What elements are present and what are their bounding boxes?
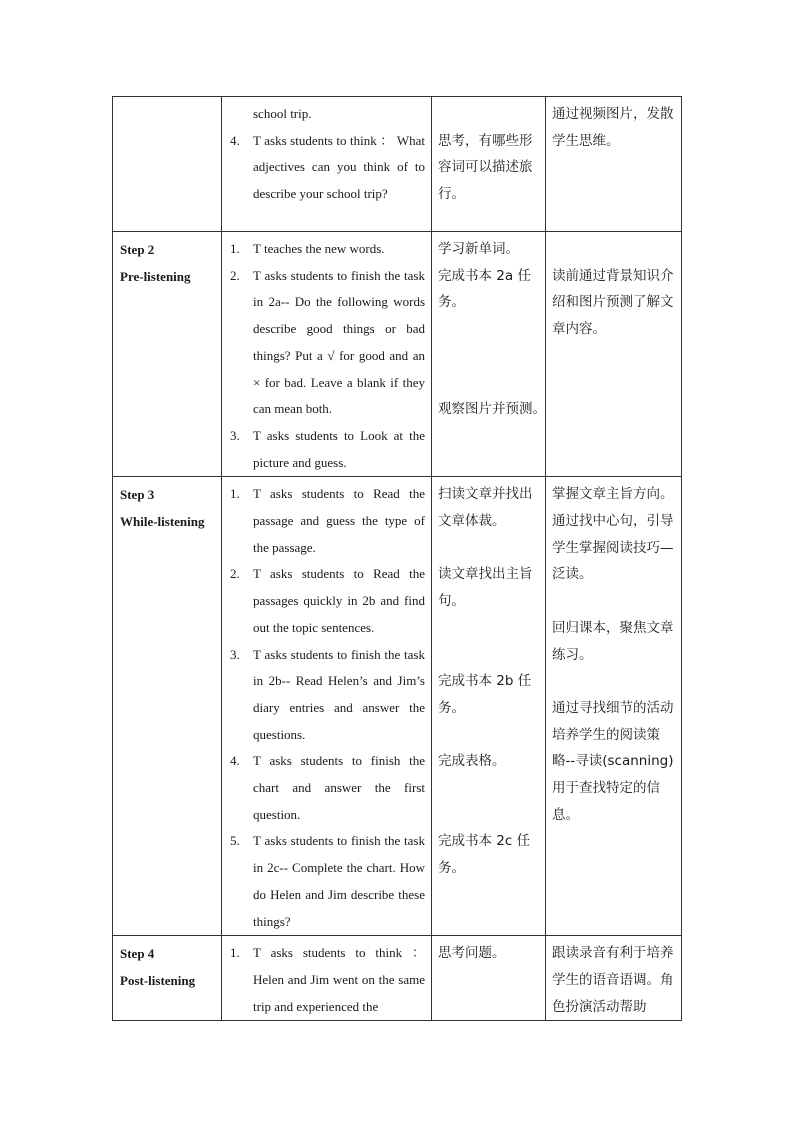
purpose-cell [546, 97, 682, 232]
purpose-text: 通过寻找细节的活动培养学生的阅读策略--寻读(scanning)用于查找特定的信息。 [552, 699, 674, 823]
step-cell [113, 936, 222, 1021]
step-number: Step 3 [120, 487, 155, 503]
step-stage: While-listening [120, 514, 205, 530]
teacher-activity-cell [222, 477, 432, 936]
student-activity-cell [432, 232, 546, 477]
purpose-cell [546, 936, 682, 1021]
step-cell [113, 97, 222, 232]
step-stage: Pre-listening [120, 269, 191, 284]
step-number: Step 2 [120, 242, 155, 257]
student-activity-cell [432, 97, 546, 232]
list-item: 4. T asks students to think ： What adjectives can you think of to describe your school trip? [230, 132, 425, 202]
student-activity-cell [432, 477, 546, 936]
teacher-activity-cell [222, 232, 432, 477]
teacher-activity-cell [222, 97, 432, 232]
purpose-text: 回归课本，聚焦文章练习。 [552, 619, 674, 663]
list-item: 3. T asks students to Look at the picture and guess. [230, 427, 425, 470]
table-row [113, 97, 682, 232]
list-item: 3. T asks students to finish the task in 2b-- Read Helen’s and Jim’s diary entries and answer the questions. [230, 646, 425, 742]
step-cell [113, 477, 222, 936]
student-activity-text: 读文章找出主旨句。 [438, 566, 533, 610]
list-item: 1. T asks students to think ： Helen and Jim went on the same trip and experienced the [230, 945, 425, 1014]
student-activity-text: 观察图片并预测。 [438, 401, 546, 418]
list-item: 1. T asks students to Read the passage and guess the type of the passage. [230, 486, 425, 555]
student-activity-text: 完成书本 2a 任务。 [438, 267, 531, 311]
step-number: Step 4 [120, 946, 155, 962]
list-item: 1. T teaches the new words. [230, 241, 385, 256]
purpose-text: 通过视频图片，发散学生思维。 [552, 106, 674, 149]
student-activity-text: 学习新单词。 [438, 241, 519, 257]
teacher-activity-cell [222, 936, 432, 1021]
table-row [113, 232, 682, 477]
purpose-text: 跟读录音有利于培养学生的语音语调。角色扮演活动帮助 [552, 945, 674, 1015]
list-item: school trip. [253, 106, 312, 121]
student-activity-text: 思考问题。 [438, 945, 506, 962]
student-activity-text: 扫读文章并找出文章体裁。 [438, 486, 533, 530]
student-activity-text: 完成书本 2c 任务。 [438, 833, 531, 877]
student-activity-text: 思考，有哪些形容词可以描述旅行。 [438, 132, 533, 203]
list-item: 4. T asks students to finish the chart and answer the first question. [230, 753, 425, 822]
list-item: 5. T asks students to finish the task in 2c-- Complete the chart. How do Helen and Jim describe these things? [230, 833, 425, 929]
student-activity-text: 完成表格。 [438, 753, 506, 770]
step-stage: Post-listening [120, 973, 196, 989]
table-row [113, 477, 682, 936]
list-item: 2. T asks students to finish the task in 2a-- Do the following words describe good things or bad things? Put a √ for good and an × for bad. Leave a blank if they can mean both. [230, 267, 425, 417]
list-item: 2. T asks students to Read the passages quickly in 2b and find out the topic sentences. [230, 566, 425, 635]
purpose-cell [546, 477, 682, 936]
student-activity-text: 完成书本 2b 任务。 [438, 673, 532, 716]
purpose-text: 掌握文章主旨方向。通过找中心句，引导学生掌握阅读技巧—泛读。 [552, 486, 674, 583]
purpose-cell [546, 232, 682, 477]
step-cell [113, 232, 222, 477]
purpose-text: 读前通过背景知识介绍和图片预测了解文章内容。 [552, 267, 674, 338]
lesson-plan-table [112, 96, 682, 1021]
table-row [113, 936, 682, 1021]
student-activity-cell [432, 936, 546, 1021]
